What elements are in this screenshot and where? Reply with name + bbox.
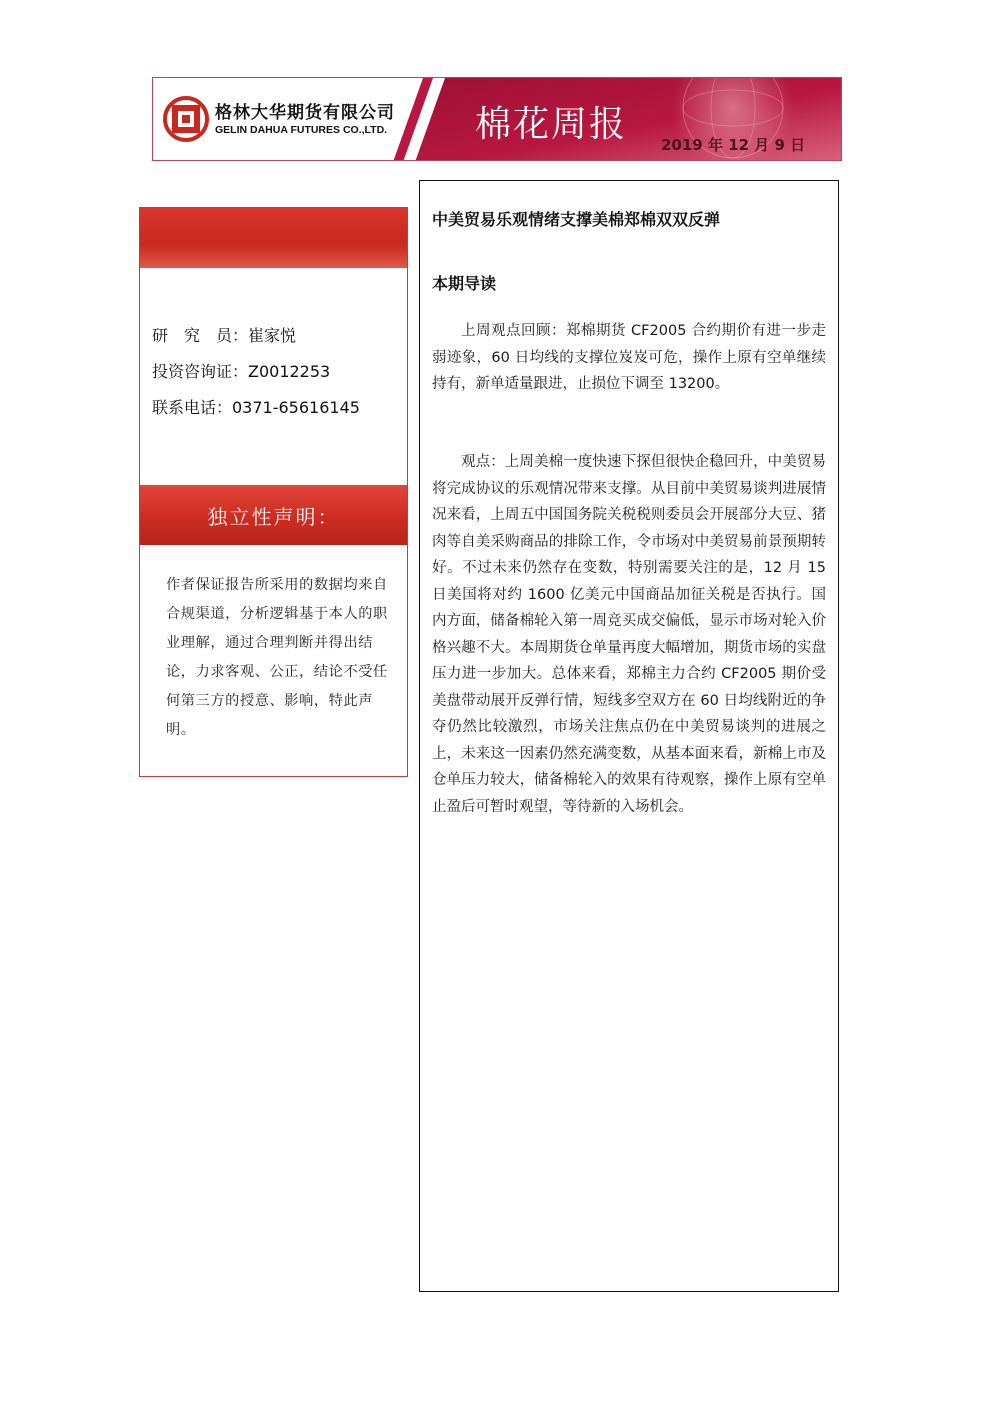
report-title: 棉花周报: [475, 104, 628, 145]
disclaimer-text: 作者保证报告所采用的数据均来自合规渠道，分析逻辑基于本人的职业理解，通过合理判断并得出结论，力求客观、公正，结论不受任何第三方的授意、影响，特此声明。: [166, 577, 388, 738]
company-logo-icon: [163, 96, 209, 142]
disclaimer-title: 独立性声明：: [207, 505, 340, 529]
company-name-en: GELIN DAHUA FUTURES CO.,LTD.: [215, 124, 388, 136]
author-sidebar: [139, 207, 408, 777]
researcher-line: 研 究 员：崔家悦: [152, 326, 297, 345]
disclaimer-banner: [140, 485, 407, 545]
paragraph-review: 上周观点回顾：郑棉期货 CF2005 合约期价有进一步走弱迹象，60 日均线的支撑位岌岌可危，操作上原有空单继续持有，新单适量跟进，止损位下调至 13200。: [432, 323, 826, 392]
phone-line: 联系电话：0371-65616145: [152, 398, 360, 417]
section-title: 本期导读: [432, 274, 497, 293]
report-body: [419, 180, 839, 1292]
paragraph-outlook: 观点：上周美棉一度快速下探但很快企稳回升，中美贸易将完成协议的乐观情况带来支撑。从目前中美贸易谈判进展情况来看，上周五中国国务院关税税则委员会开展部分大豆、猪肉等自美采购商品的排除工作，令市场对中美贸易前景预期转好。不过未来仍然存在变数，特别需要关注的是，12 月 15 日美国将对约 1600 亿美元中国商品加征关税是否执行。国内方面，储备棉轮入第一周竞买成交偏低，显示市场对轮入价格兴趣不大。本周期货仓单量再度大幅增加，期货市场的实盘压力进一步加大。总体来看，郑棉主力合约 CF2005 期价受美盘带动展开反弹行情，短线多空双方在 60 日均线附近的争夺仍然比较激烈，市场关注焦点仍在中美贸易谈判的进展之上，未来这一因素仍然充满变数，从基本面来看，新棉上市及仓单压力较大，储备棉轮入的效果有待观察，操作上原有空单止盈后可暂时观望，等待新的入场机会。: [432, 454, 826, 815]
report-header: [152, 77, 842, 161]
sidebar-top-banner: [140, 208, 407, 268]
report-headline: 中美贸易乐观情绪支撑美棉郑棉双双反弹: [432, 210, 721, 229]
author-info: [152, 318, 360, 426]
company-name-cn: 格林大华期货有限公司: [215, 103, 395, 123]
license-line: 投资咨询证：Z0012253: [152, 362, 331, 381]
report-date: 2019 年 12 月 9 日: [661, 136, 806, 154]
